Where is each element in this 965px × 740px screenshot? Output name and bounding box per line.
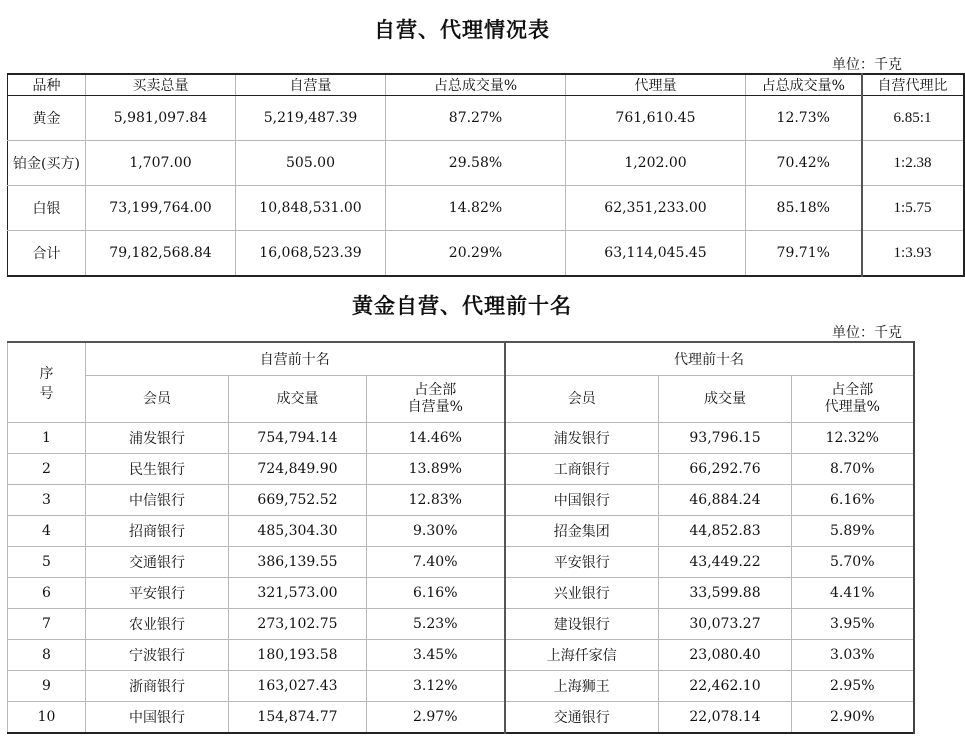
- self-share-cell: 13.89%: [367, 454, 505, 485]
- self-member-header: 会员: [86, 376, 229, 423]
- table-row: [8, 423, 914, 454]
- self-share-cell: 5.23%: [367, 609, 505, 640]
- self-member-cell: 宁波银行: [86, 640, 229, 671]
- self-member-cell: 浙商银行: [86, 671, 229, 702]
- agent-member-cell: 工商银行: [505, 454, 659, 485]
- agent-volume-cell: 33,599.88: [659, 578, 792, 609]
- self-volume-cell: 180,193.58: [229, 640, 367, 671]
- rank-cell: 8: [8, 640, 86, 671]
- variety-cell: 黄金: [8, 96, 86, 141]
- table-row: [8, 96, 964, 141]
- agent-share-cell: 8.70%: [792, 454, 914, 485]
- agent-member-cell: 建设银行: [505, 609, 659, 640]
- variety-cell: 合计: [8, 231, 86, 277]
- table-row: [8, 702, 914, 734]
- agent-share-cell: 5.70%: [792, 547, 914, 578]
- self-volume-cell: 321,573.00: [229, 578, 367, 609]
- agent-share-cell: 4.41%: [792, 578, 914, 609]
- agent-share-cell: 5.89%: [792, 516, 914, 547]
- total-volume-cell: 73,199,764.00: [86, 186, 236, 231]
- self-member-cell: 交通银行: [86, 547, 229, 578]
- agent-share-cell: 2.90%: [792, 702, 914, 734]
- self-member-cell: 民生银行: [86, 454, 229, 485]
- table2-title: 黄金自营、代理前十名: [352, 294, 572, 318]
- self-member-cell: 浦发银行: [86, 423, 229, 454]
- agent-group-header: 代理前十名: [505, 342, 914, 376]
- self-volume-cell: 273,102.75: [229, 609, 367, 640]
- self-share-cell: 20.29%: [386, 231, 566, 277]
- self-member-cell: 招商银行: [86, 516, 229, 547]
- agent-share-cell: 2.95%: [792, 671, 914, 702]
- self-agent-ratio-header: 自营代理比: [862, 74, 964, 96]
- self-agent-ratio-cell: 1:2.38: [862, 141, 964, 186]
- agent-volume-cell: 30,073.27: [659, 609, 792, 640]
- self-share-cell: 3.12%: [367, 671, 505, 702]
- table-row: [8, 485, 914, 516]
- agent-share-cell: 12.32%: [792, 423, 914, 454]
- total-volume-cell: 79,182,568.84: [86, 231, 236, 277]
- self-agent-summary-table: [7, 73, 965, 277]
- total-volume-header: 买卖总量: [86, 74, 236, 96]
- agent-volume-cell: 22,462.10: [659, 671, 792, 702]
- self-volume-cell: 754,794.14: [229, 423, 367, 454]
- self-group-header: 自营前十名: [86, 342, 505, 376]
- self-member-cell: 中国银行: [86, 702, 229, 734]
- agent-share-cell: 3.95%: [792, 609, 914, 640]
- index-header-top: 序: [39, 365, 54, 382]
- agent-share-cell: 79.71%: [746, 231, 862, 277]
- rank-cell: 6: [8, 578, 86, 609]
- self-share-cell: 3.45%: [367, 640, 505, 671]
- agent-volume-cell: 93,796.15: [659, 423, 792, 454]
- self-share-cell: 87.27%: [386, 96, 566, 141]
- rank-cell: 10: [8, 702, 86, 734]
- table-row: [8, 186, 964, 231]
- self-share-cell: 7.40%: [367, 547, 505, 578]
- gold-top10-table: [7, 341, 915, 734]
- self-volume-cell: 386,139.55: [229, 547, 367, 578]
- self-share-cell: 6.16%: [367, 578, 505, 609]
- variety-cell: 白银: [8, 186, 86, 231]
- index-header-bottom: 号: [39, 385, 54, 402]
- agent-member-cell: 平安银行: [505, 547, 659, 578]
- table1-unit: 单位：千克: [832, 57, 902, 73]
- agent-share-header: 占总成交量%: [746, 74, 862, 96]
- self-volume-cell: 154,874.77: [229, 702, 367, 734]
- rank-cell: 1: [8, 423, 86, 454]
- self-share-cell: 14.82%: [386, 186, 566, 231]
- rank-cell: 9: [8, 671, 86, 702]
- self-agent-ratio-cell: 1:3.93: [862, 231, 964, 277]
- rank-cell: 3: [8, 485, 86, 516]
- self-volume-header: 自营量: [236, 74, 386, 96]
- agent-member-cell: 浦发银行: [505, 423, 659, 454]
- self-member-cell: 平安银行: [86, 578, 229, 609]
- table1-header-row: [8, 74, 964, 96]
- table1-title: 自营、代理情况表: [374, 18, 550, 42]
- table-row: [8, 547, 914, 578]
- agent-share-cell: 12.73%: [746, 96, 862, 141]
- table-row: [8, 640, 914, 671]
- agent-member-cell: 上海狮王: [505, 671, 659, 702]
- agent-member-cell: 中国银行: [505, 485, 659, 516]
- agent-volume-header: 代理量: [566, 74, 746, 96]
- rank-cell: 7: [8, 609, 86, 640]
- self-share-cell: 12.83%: [367, 485, 505, 516]
- agent-share-header: 占全部 代理量%: [792, 376, 914, 423]
- self-volume-cell: 485,304.30: [229, 516, 367, 547]
- rank-cell: 2: [8, 454, 86, 485]
- table-row: [8, 141, 964, 186]
- agent-volume-cell: 1,202.00: [566, 141, 746, 186]
- self-share-header: 占全部 自营量%: [367, 376, 505, 423]
- total-volume-cell: 1,707.00: [86, 141, 236, 186]
- agent-member-cell: 兴业银行: [505, 578, 659, 609]
- self-volume-cell: 163,027.43: [229, 671, 367, 702]
- self-share-cell: 14.46%: [367, 423, 505, 454]
- table-row: [8, 671, 914, 702]
- rank-cell: 5: [8, 547, 86, 578]
- agent-volume-cell: 44,852.83: [659, 516, 792, 547]
- agent-volume-cell: 23,080.40: [659, 640, 792, 671]
- self-share-cell: 29.58%: [386, 141, 566, 186]
- self-agent-ratio-cell: 6.85:1: [862, 96, 964, 141]
- agent-volume-cell: 43,449.22: [659, 547, 792, 578]
- table-row: [8, 609, 914, 640]
- total-volume-cell: 5,981,097.84: [86, 96, 236, 141]
- agent-volume-cell: 761,610.45: [566, 96, 746, 141]
- self-volume-cell: 16,068,523.39: [236, 231, 386, 277]
- self-member-cell: 中信银行: [86, 485, 229, 516]
- self-share-cell: 9.30%: [367, 516, 505, 547]
- agent-share-cell: 70.42%: [746, 141, 862, 186]
- table-row: [8, 578, 914, 609]
- self-volume-cell: 669,752.52: [229, 485, 367, 516]
- agent-share-cell: 3.03%: [792, 640, 914, 671]
- self-share-cell: 2.97%: [367, 702, 505, 734]
- agent-member-header: 会员: [505, 376, 659, 423]
- rank-cell: 4: [8, 516, 86, 547]
- self-volume-cell: 10,848,531.00: [236, 186, 386, 231]
- agent-volume-cell: 66,292.76: [659, 454, 792, 485]
- index-header: [8, 342, 86, 423]
- agent-member-cell: 招金集团: [505, 516, 659, 547]
- agent-volume-header: 成交量: [659, 376, 792, 423]
- agent-volume-cell: 22,078.14: [659, 702, 792, 734]
- agent-member-cell: 上海仟家信: [505, 640, 659, 671]
- variety-cell: 铂金(买方): [8, 141, 86, 186]
- agent-member-cell: 交通银行: [505, 702, 659, 734]
- table-row: [8, 516, 914, 547]
- self-share-header: 占总成交量%: [386, 74, 566, 96]
- variety-header: 品种: [8, 74, 86, 96]
- agent-share-cell: 6.16%: [792, 485, 914, 516]
- self-volume-cell: 505.00: [236, 141, 386, 186]
- agent-volume-cell: 46,884.24: [659, 485, 792, 516]
- self-agent-ratio-cell: 1:5.75: [862, 186, 964, 231]
- agent-share-cell: 85.18%: [746, 186, 862, 231]
- self-member-cell: 农业银行: [86, 609, 229, 640]
- table-row: [8, 454, 914, 485]
- table-row: [8, 231, 964, 277]
- agent-volume-cell: 62,351,233.00: [566, 186, 746, 231]
- self-volume-cell: 5,219,487.39: [236, 96, 386, 141]
- self-volume-header: 成交量: [229, 376, 367, 423]
- table2-unit: 单位：千克: [832, 325, 902, 341]
- self-volume-cell: 724,849.90: [229, 454, 367, 485]
- agent-volume-cell: 63,114,045.45: [566, 231, 746, 277]
